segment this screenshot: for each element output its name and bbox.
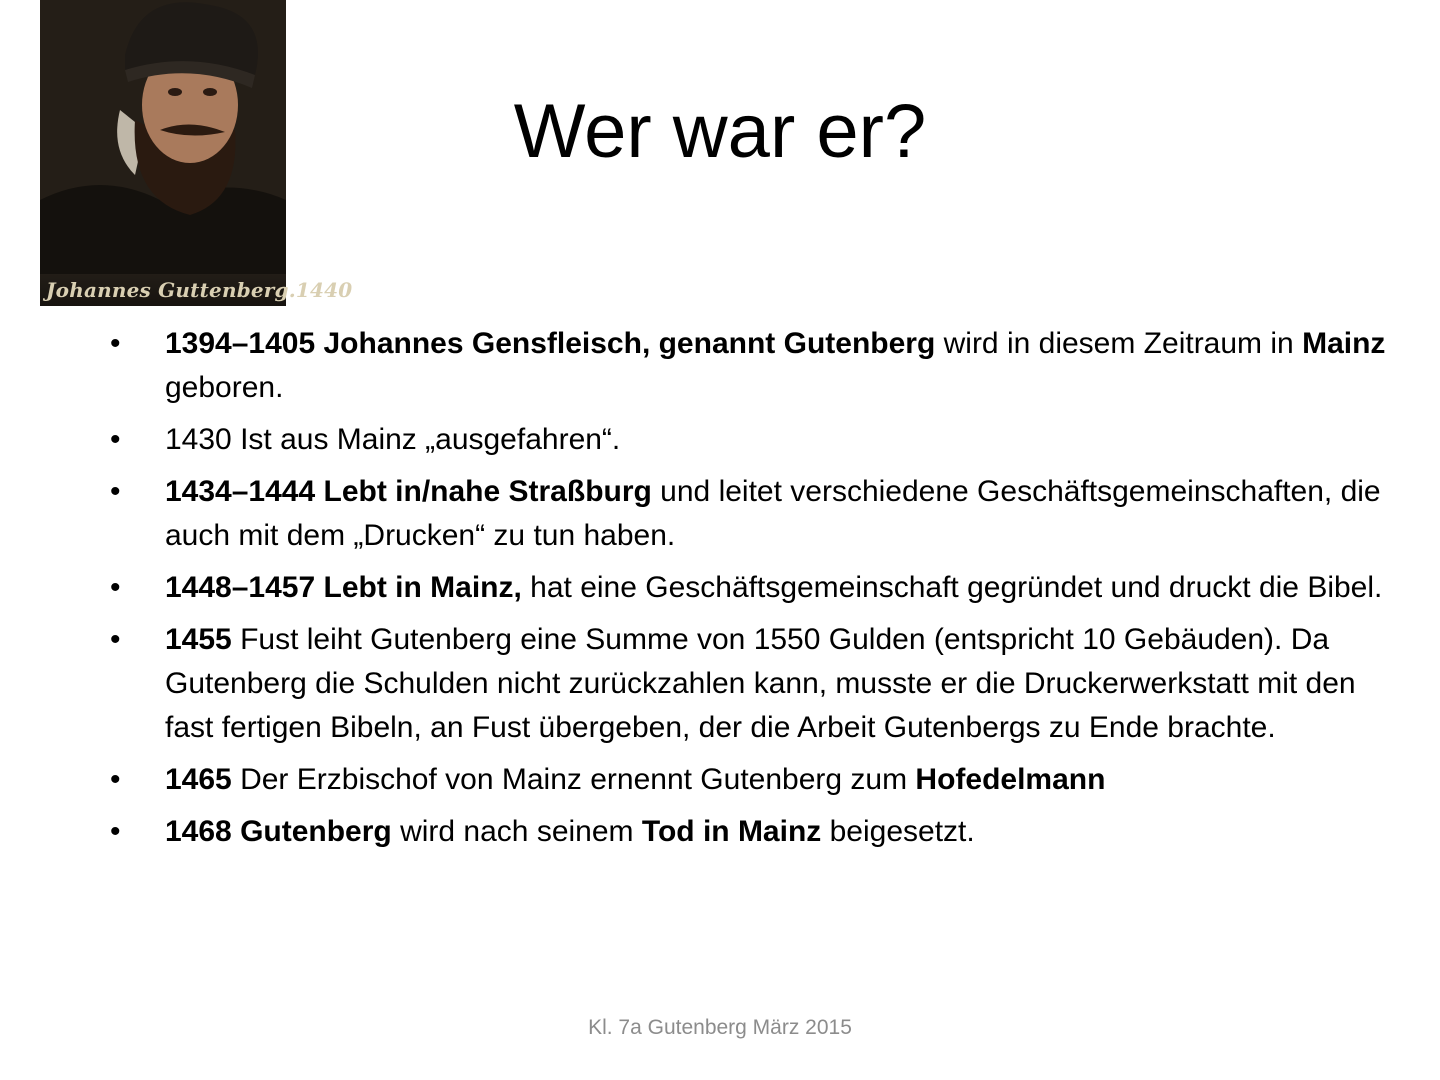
item-text: Der Erzbischof von Mainz ernennt Gutenberg zum [231,763,916,796]
bullet-icon: • [110,475,121,508]
bullet-item [104,810,1394,854]
bullet-list [104,322,1394,862]
bold-text: 1465 [165,763,232,796]
bullet-item [104,618,1394,750]
bold-text: 1394–1405 Johannes Gensfleisch, genannt Gutenberg [165,327,936,360]
bullet-item [104,470,1394,558]
bold-text: Mainz [1302,327,1386,360]
bold-text: 1448–1457 Lebt in Mainz, [165,571,522,604]
portrait-painting [40,0,286,306]
item-text: wird in diesem Zeitraum in [935,327,1303,360]
item-text: und leitet verschiedene Geschäftsgemeinschaften, die auch mit dem „Drucken“ zu tun haben. [165,475,1381,552]
item-text: beigesetzt. [821,815,975,848]
bold-text: 1455 [165,623,232,656]
bullet-item [104,322,1394,410]
item-text: wird nach seinem [391,815,642,848]
bullet-item [104,758,1394,802]
item-text: Fust leiht Gutenberg eine Summe von 1550 Gulden (entspricht 10 Gebäuden). Da Gutenberg die Schulden nicht zurückzahlen kann, musste er die Druckerwerkstatt mit den fast fertigen Bibeln, an Fust übergeben, der die Arbeit Gutenbergs zu Ende brachte. [165,623,1356,744]
slide-title: Wer war er? [513,89,927,174]
item-text: geboren. [165,371,284,404]
item-text: hat eine Geschäftsgemeinschaft gegründet und druckt die Bibel. [521,571,1383,604]
bullet-icon: • [110,623,121,656]
bullet-icon: • [110,815,121,848]
bullet-icon: • [110,763,121,796]
bullet-icon: • [110,423,121,456]
gutenberg-portrait [40,0,353,306]
bullet-icon: • [110,571,121,604]
slide-footer: Kl. 7a Gutenberg März 2015 [588,1016,852,1039]
bullet-item [104,418,1394,462]
bold-text: Hofedelmann [915,763,1106,796]
bold-text: 1434–1444 Lebt in/nahe Straßburg [165,475,652,508]
bold-text: 1468 Gutenberg [165,815,392,848]
bullet-icon: • [110,327,121,360]
portrait-caption: Johannes Guttenberg.1440 [40,274,286,306]
item-text: 1430 Ist aus Mainz „ausgefahren“. [165,423,621,456]
bullet-item [104,566,1394,610]
bold-text: Tod in Mainz [641,815,822,848]
